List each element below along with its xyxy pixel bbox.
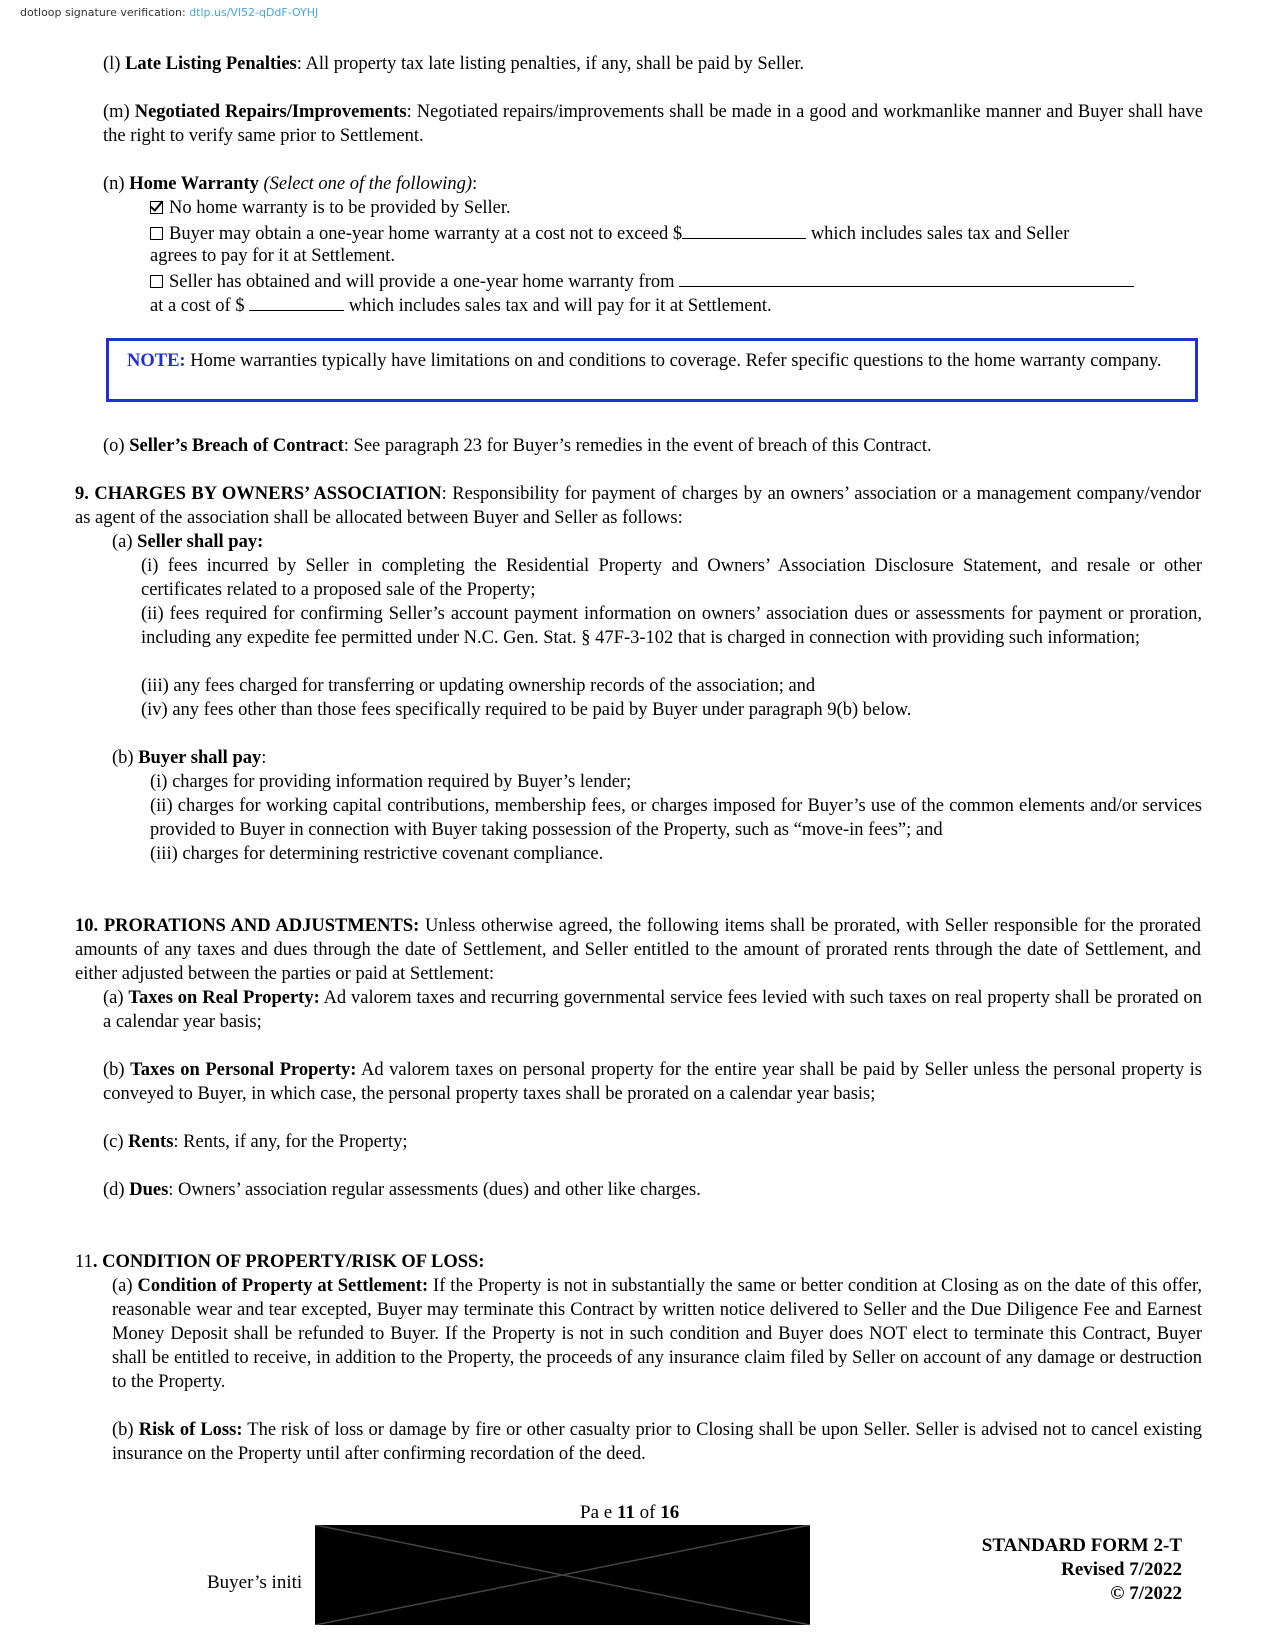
cost-blank[interactable] bbox=[249, 292, 344, 311]
section-9b-iii: (iii) charges for determining restrictive covenant compliance. bbox=[150, 844, 604, 864]
buyer-initials-label: Buyer’s initi bbox=[207, 1572, 303, 1593]
cost-blank[interactable] bbox=[682, 220, 806, 239]
section-10a: (a) Taxes on Real Property: Ad valorem taxes and recurring governmental service fees levied with such taxes on real property shall be prorated on a calendar year basis; bbox=[103, 988, 1203, 1032]
form-name: STANDARD FORM 2-T bbox=[981, 1535, 1182, 1556]
note-label: NOTE: bbox=[127, 351, 186, 371]
section-10: 10. PRORATIONS AND ADJUSTMENTS: Unless otherwise agreed, the following items shall be prorated, with Seller responsible for the prorated amounts of any taxes and dues through the date of Settlement, and Seller entitled to the amount of prorated rents through the date of Settlement, and either adjusted between the parties or paid at Settlement: bbox=[75, 916, 1201, 984]
form-info bbox=[982, 1534, 1182, 1606]
dotloop-verification bbox=[20, 6, 318, 19]
form-copyright: © 7/2022 bbox=[1110, 1583, 1182, 1604]
section-9a-i: (i) fees incurred by Seller in completing the Residential Property and Owners’ Association Disclosure Statement, and resale or other certificates related to a proposed sale of the Property; bbox=[141, 556, 1202, 600]
section-10b: (b) Taxes on Personal Property: Ad valorem taxes on personal property for the entire year shall be paid by Seller unless the personal property is conveyed to Buyer, in which case, the personal property taxes shall be prorated on a calendar year basis; bbox=[103, 1060, 1203, 1104]
section-11a: (a) Condition of Property at Settlement: If the Property is not in substantially the same or better condition at Closing as on the date of this offer, reasonable wear and tear excepted, Buyer may terminate this Contract by written notice delivered to Seller and the Due Diligence Fee and Earnest Money Deposit shall be refunded to Buyer. If the Property is not in such condition and Buyer does NOT elect to terminate this Contract, Buyer shall be entitled to receive, in addition to the Property, the proceeds of any insurance claim filed by Seller on account of any damage or destruction to the Property. bbox=[112, 1276, 1202, 1392]
page-number: Pa e 11 of 16 bbox=[580, 1502, 680, 1523]
section-9a-ii: (ii) fees required for confirming Seller’s account payment information on owners’ association dues or assessments for payment or proration, including any expedite fee permitted under N.C. Gen. Stat. § 47F-3-102 that is charged in connection with providing such information; bbox=[141, 604, 1202, 648]
section-10c: (c) Rents: Rents, if any, for the Property; bbox=[103, 1132, 408, 1152]
verification-label: dotloop signature verification: bbox=[20, 6, 186, 19]
warranty-option-none: No home warranty is to be provided by Seller. bbox=[150, 196, 1200, 220]
section-9b-ii: (ii) charges for working capital contributions, membership fees, or charges imposed for Buyer’s use of the common elements and/or services provided to Buyer in connection with Buyer taking possession of the Property, such as “move-in fees”; and bbox=[150, 796, 1202, 840]
section-9: 9. CHARGES BY OWNERS’ ASSOCIATION: Responsibility for payment of charges by an owners’ association or a management company/vendor as agent of the association shall be allocated between Buyer and Seller as follows: bbox=[75, 484, 1202, 528]
para-8n: (n) Home Warranty (Select one of the following): bbox=[103, 174, 478, 194]
section-10d: (d) Dues: Owners’ association regular assessments (dues) and other like charges. bbox=[103, 1180, 701, 1200]
warranty-option-seller-cont: at a cost of $ which includes sales tax and will pay for it at Settlement. bbox=[150, 292, 1200, 318]
section-9a-iv: (iv) any fees other than those fees specifically required to be paid by Buyer under paragraph 9(b) below. bbox=[141, 700, 912, 720]
warranty-option-buyer-cont: agrees to pay for it at Settlement. bbox=[150, 246, 396, 266]
para-8o: (o) Seller’s Breach of Contract: See paragraph 23 for Buyer’s remedies in the event of breach of this Contract. bbox=[103, 436, 932, 456]
section-11b: (b) Risk of Loss: The risk of loss or damage by fire or other casualty prior to Closing shall be upon Seller. Seller is advised not to cancel existing insurance on the Property until after confirming recordation of the deed. bbox=[112, 1420, 1202, 1464]
checkbox-icon[interactable] bbox=[150, 275, 163, 288]
form-revised: Revised 7/2022 bbox=[1061, 1559, 1182, 1580]
warranty-option-buyer: Buyer may obtain a one-year home warranty at a cost not to exceed $ which includes sales tax and Seller bbox=[150, 220, 1200, 246]
redaction-cross-icon bbox=[315, 1525, 810, 1625]
para-8m: (m) Negotiated Repairs/Improvements: Negotiated repairs/improvements shall be made in a good and workmanlike manner and Buyer shall have the right to verify same prior to Settlement. bbox=[103, 102, 1204, 146]
section-9b-i: (i) charges for providing information required by Buyer’s lender; bbox=[150, 772, 632, 792]
para-8l: (l) Late Listing Penalties: All property tax late listing penalties, if any, shall be paid by Seller. bbox=[103, 54, 805, 74]
note-text: Home warranties typically have limitations on and conditions to coverage. Refer specific questions to the home warranty company. bbox=[185, 351, 1162, 371]
verification-link[interactable]: dtlp.us/Vl52-qDdF-OYHJ bbox=[189, 6, 319, 19]
redaction-box bbox=[315, 1525, 810, 1625]
checkbox-icon[interactable] bbox=[150, 227, 163, 240]
section-9a-iii: (iii) any fees charged for transferring or updating ownership records of the association; and bbox=[141, 676, 816, 696]
section-9a-heading: (a) Seller shall pay: bbox=[112, 532, 264, 552]
warranty-option-seller: Seller has obtained and will provide a one-year home warranty from bbox=[150, 268, 1205, 294]
provider-blank[interactable] bbox=[679, 268, 1134, 287]
checkbox-checked-icon[interactable] bbox=[150, 201, 163, 214]
section-11: 11. CONDITION OF PROPERTY/RISK OF LOSS: bbox=[75, 1252, 485, 1272]
note-box bbox=[106, 338, 1198, 402]
section-9b-heading: (b) Buyer shall pay: bbox=[112, 748, 267, 768]
